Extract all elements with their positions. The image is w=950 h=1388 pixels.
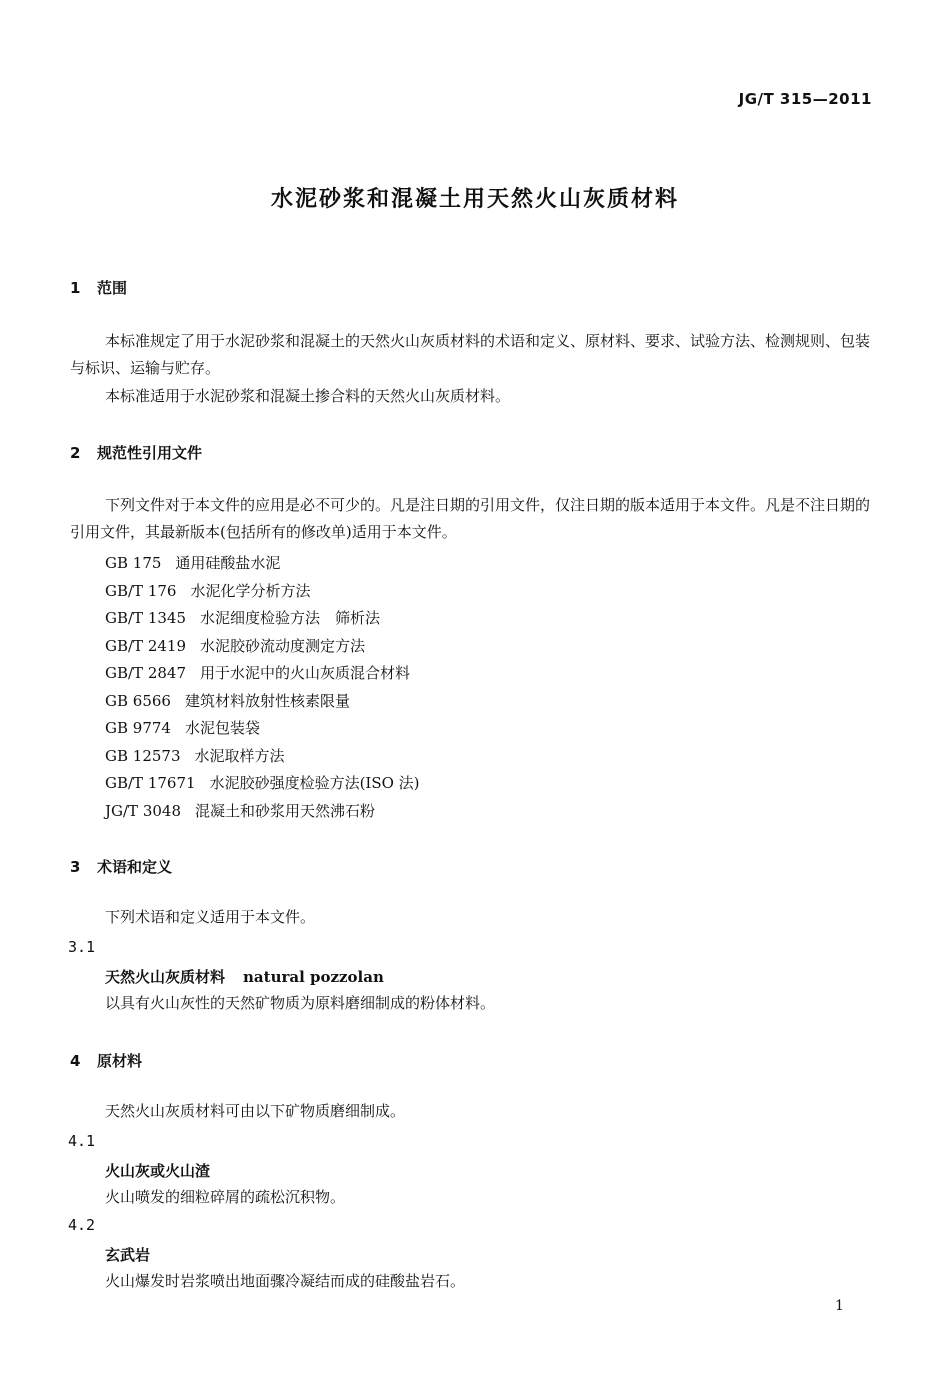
reference-name: 水泥化学分析方法 — [190, 582, 311, 600]
section-title: 原材料 — [97, 1052, 143, 1070]
standard-code: JG/T 315—2011 — [738, 90, 872, 108]
clause-number: 4.2 — [68, 1216, 96, 1234]
section-title: 术语和定义 — [97, 858, 173, 876]
reference-name: 水泥包装袋 — [184, 719, 260, 737]
section-2-intro: 下列文件对于本文件的应用是必不可少的。凡是注日期的引用文件，仅注日期的版本适用于本文件。凡是不注日期的引用文件，其最新版本(包括所有的修改单)适用于本文件。 — [70, 496, 871, 541]
section-number: 2 — [70, 444, 81, 462]
reference-item — [105, 690, 350, 711]
section-3-heading — [70, 856, 172, 877]
term-definition: 火山喷发的细粒碎屑的疏松沉积物。 — [105, 1188, 346, 1206]
section-2-heading — [70, 442, 202, 463]
reference-code: GB/T 2419 — [105, 637, 187, 655]
reference-item — [105, 717, 260, 738]
clause-number: 4.1 — [68, 1132, 96, 1150]
reference-code: JG/T 3048 — [105, 802, 181, 820]
document-title: 水泥砂浆和混凝土用天然火山灰质材料 — [270, 187, 679, 212]
reference-code: GB/T 176 — [105, 582, 177, 600]
reference-item — [105, 580, 310, 601]
section-1-heading — [70, 277, 127, 298]
reference-item — [105, 745, 285, 766]
term-heading: 火山灰或火山渣 — [105, 1162, 211, 1180]
reference-name: 混凝土和砂浆用天然沸石粉 — [195, 802, 376, 820]
term-english: natural pozzolan — [243, 968, 384, 986]
reference-item — [105, 552, 280, 573]
reference-name: 用于水泥中的火山灰质混合材料 — [200, 664, 411, 682]
section-1-paragraph-2: 本标准适用于水泥砂浆和混凝土掺合料的天然火山灰质材料。 — [105, 387, 511, 405]
term-chinese: 天然火山灰质材料 — [105, 968, 226, 986]
reference-code: GB 175 — [105, 554, 162, 572]
section-4-heading — [70, 1050, 142, 1071]
reference-item — [105, 772, 420, 793]
section-1-paragraph-1: 本标准规定了用于水泥砂浆和混凝土的天然火山灰质材料的术语和定义、原材料、要求、试验方法、检测规则、包装与标识、运输与贮存。 — [70, 332, 871, 377]
reference-name: 水泥细度检验方法 筛析法 — [200, 609, 381, 627]
term-definition: 火山爆发时岩浆喷出地面骤冷凝结而成的硅酸盐岩石。 — [105, 1272, 466, 1290]
reference-code: GB 9774 — [105, 719, 171, 737]
reference-code: GB 12573 — [105, 747, 181, 765]
section-title: 范围 — [97, 279, 128, 297]
reference-name: 水泥取样方法 — [194, 747, 285, 765]
reference-item — [105, 800, 375, 821]
clause-number: 3.1 — [68, 938, 96, 956]
section-number: 3 — [70, 858, 81, 876]
section-title: 规范性引用文件 — [97, 444, 203, 462]
term-definition: 以具有火山灰性的天然矿物质为原料磨细制成的粉体材料。 — [105, 994, 496, 1012]
reference-name: 通用硅酸盐水泥 — [175, 554, 281, 572]
reference-name: 水泥胶砂流动度测定方法 — [200, 637, 366, 655]
reference-code: GB/T 1345 — [105, 609, 187, 627]
reference-item — [105, 607, 380, 628]
page-number: 1 — [835, 1298, 844, 1314]
term-heading: 玄武岩 — [105, 1246, 151, 1264]
reference-code: GB/T 2847 — [105, 664, 187, 682]
reference-name: 建筑材料放射性核素限量 — [184, 692, 350, 710]
section-number: 4 — [70, 1052, 81, 1070]
section-3-intro: 下列术语和定义适用于本文件。 — [105, 908, 316, 926]
reference-item — [105, 635, 365, 656]
reference-name: 水泥胶砂强度检验方法(ISO 法) — [209, 774, 420, 792]
reference-item — [105, 662, 410, 683]
section-4-intro: 天然火山灰质材料可由以下矿物质磨细制成。 — [105, 1102, 406, 1120]
term-heading — [105, 966, 384, 987]
section-number: 1 — [70, 279, 81, 297]
reference-code: GB 6566 — [105, 692, 171, 710]
reference-code: GB/T 17671 — [105, 774, 196, 792]
